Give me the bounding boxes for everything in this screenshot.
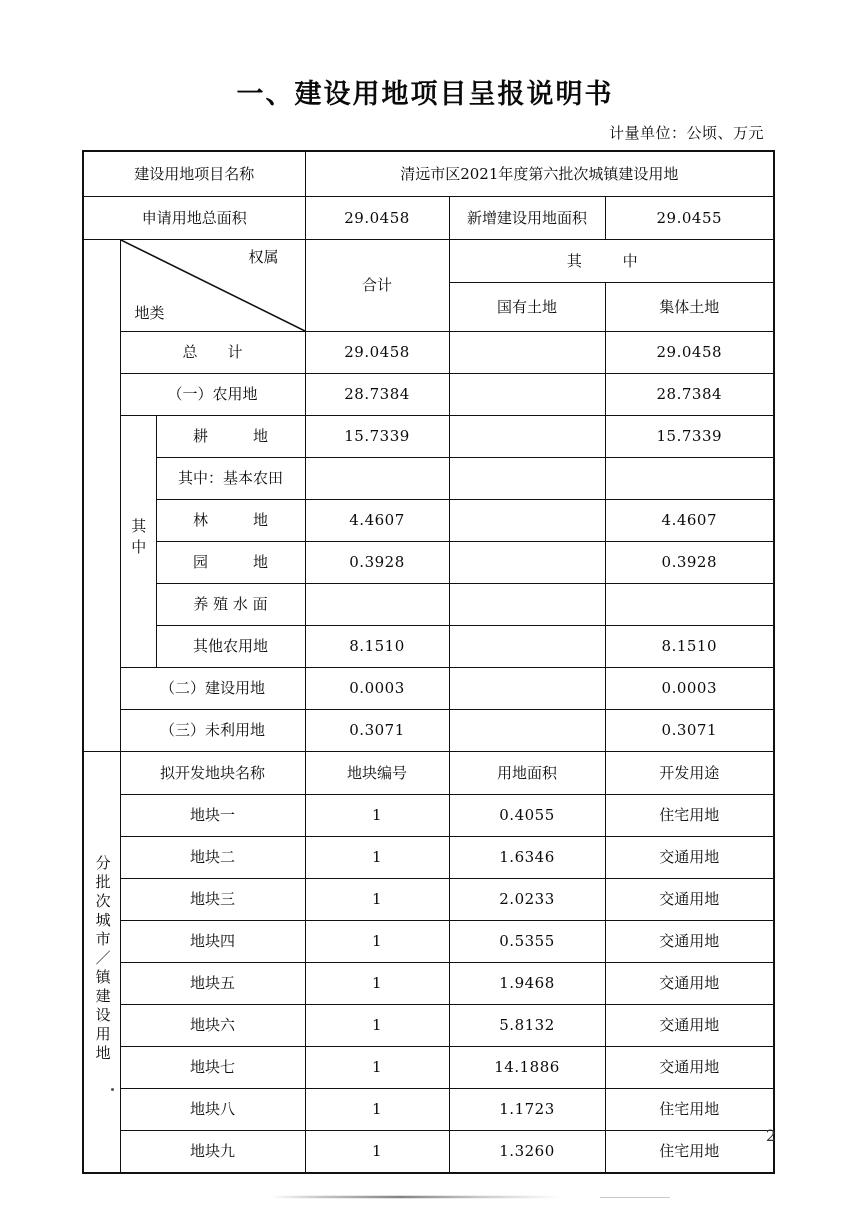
plot-column-header-3: 开发用途 xyxy=(605,752,774,795)
plot-section-vertical-label xyxy=(83,752,120,1174)
table-row-landtype xyxy=(83,458,774,500)
table-row-landtype xyxy=(83,584,774,626)
landtype-name-cell: 其中：基本农田 xyxy=(156,458,305,500)
plot-code-cell: 1 xyxy=(305,1089,449,1131)
among-vertical-label xyxy=(120,416,156,668)
plot-code-cell: 1 xyxy=(305,795,449,837)
main-table-container xyxy=(82,150,773,1174)
plot-code-cell: 1 xyxy=(305,1005,449,1047)
plot-area-cell: 5.8132 xyxy=(449,1005,605,1047)
table-row-areas xyxy=(83,197,774,240)
plot-code-cell: 1 xyxy=(305,1131,449,1174)
plot-area-cell: 0.5355 xyxy=(449,921,605,963)
landtype-name-cell: 林 地 xyxy=(156,500,305,542)
landtype-state-owned-cell xyxy=(449,542,605,584)
land-requisition-table xyxy=(82,150,775,1174)
landtype-collective-cell: 29.0458 xyxy=(605,332,774,374)
plot-area-cell: 1.1723 xyxy=(449,1089,605,1131)
scan-artifact-secondary xyxy=(600,1197,670,1198)
landtype-label: 地类 xyxy=(134,304,165,323)
landtype-name-cell: （一）农用地 xyxy=(120,374,305,416)
page-title: 一、建设用地项目呈报说明书 xyxy=(236,79,614,110)
landtype-state-owned-cell xyxy=(449,374,605,416)
plot-name-cell: 地块八 xyxy=(120,1089,305,1131)
landtype-state-owned-cell xyxy=(449,458,605,500)
landtype-collective-cell: 15.7339 xyxy=(605,416,774,458)
plot-use-cell: 住宅用地 xyxy=(605,1131,774,1174)
landtype-collective-cell xyxy=(605,458,774,500)
plot-name-cell: 地块六 xyxy=(120,1005,305,1047)
project-name-value: 清远市区2021年度第六批次城镇建设用地 xyxy=(305,151,774,197)
among-vertical-text: 其中 xyxy=(129,518,148,561)
new-construction-value: 29.0455 xyxy=(605,197,774,240)
landtype-collective-cell: 8.1510 xyxy=(605,626,774,668)
plot-use-cell: 交通用地 xyxy=(605,921,774,963)
landtype-collective-cell: 0.3928 xyxy=(605,542,774,584)
table-row-plot xyxy=(83,1089,774,1131)
plot-column-header-1: 地块编号 xyxy=(305,752,449,795)
ownership-landtype-diagonal-header xyxy=(120,240,305,332)
landtype-name-cell: （二）建设用地 xyxy=(120,668,305,710)
total-column-header: 合计 xyxy=(305,240,449,332)
table-row-plot xyxy=(83,1047,774,1089)
landtype-state-owned-cell xyxy=(449,584,605,626)
plot-use-cell: 交通用地 xyxy=(605,963,774,1005)
landtype-total-cell: 29.0458 xyxy=(305,332,449,374)
plot-section-vertical-text: 分批次城市／镇建设用地 xyxy=(93,855,112,1065)
plot-use-cell: 交通用地 xyxy=(605,879,774,921)
plot-name-cell: 地块三 xyxy=(120,879,305,921)
ownership-label: 权属 xyxy=(248,248,279,266)
table-row-landtype xyxy=(83,374,774,416)
table-row-plot xyxy=(83,921,774,963)
landtype-total-cell: 4.4607 xyxy=(305,500,449,542)
plot-use-cell: 交通用地 xyxy=(605,1005,774,1047)
plot-code-cell: 1 xyxy=(305,921,449,963)
plot-area-cell: 14.1886 xyxy=(449,1047,605,1089)
landtype-total-cell: 0.3071 xyxy=(305,710,449,752)
table-row-plot xyxy=(83,1131,774,1174)
table-row-plot xyxy=(83,963,774,1005)
plot-code-cell: 1 xyxy=(305,837,449,879)
landtype-collective-cell: 0.3071 xyxy=(605,710,774,752)
table-row-landtype xyxy=(83,542,774,584)
plot-area-cell: 1.3260 xyxy=(449,1131,605,1174)
table-row-plot xyxy=(83,795,774,837)
plot-name-cell: 地块五 xyxy=(120,963,305,1005)
plot-code-cell: 1 xyxy=(305,963,449,1005)
plot-code-cell: 1 xyxy=(305,1047,449,1089)
total-area-label: 申请用地总面积 xyxy=(83,197,305,240)
among-column-header: 其 中 xyxy=(449,240,774,283)
table-row-landtype xyxy=(83,626,774,668)
left-spacer-column xyxy=(83,240,120,752)
table-row-project-name xyxy=(83,151,774,197)
landtype-state-owned-cell xyxy=(449,626,605,668)
project-name-label: 建设用地项目名称 xyxy=(83,151,305,197)
table-row-header-top xyxy=(83,240,774,283)
landtype-name-cell: 其他农用地 xyxy=(156,626,305,668)
plot-area-cell: 1.6346 xyxy=(449,837,605,879)
landtype-name-cell: 园 地 xyxy=(156,542,305,584)
landtype-state-owned-cell xyxy=(449,668,605,710)
landtype-total-cell xyxy=(305,584,449,626)
landtype-name-cell: 总 计 xyxy=(120,332,305,374)
plot-code-cell: 1 xyxy=(305,879,449,921)
table-row-landtype xyxy=(83,710,774,752)
landtype-total-cell: 15.7339 xyxy=(305,416,449,458)
new-construction-label: 新增建设用地面积 xyxy=(449,197,605,240)
plot-area-cell: 0.4055 xyxy=(449,795,605,837)
plot-use-cell: 住宅用地 xyxy=(605,795,774,837)
plot-column-header-2: 用地面积 xyxy=(449,752,605,795)
state-owned-header: 国有土地 xyxy=(449,283,605,332)
landtype-name-cell: （三）未利用地 xyxy=(120,710,305,752)
landtype-collective-cell: 28.7384 xyxy=(605,374,774,416)
page-number: 2 xyxy=(765,1126,776,1145)
plot-use-cell: 交通用地 xyxy=(605,837,774,879)
landtype-state-owned-cell xyxy=(449,416,605,458)
landtype-total-cell xyxy=(305,458,449,500)
landtype-state-owned-cell xyxy=(449,710,605,752)
total-area-value: 29.0458 xyxy=(305,197,449,240)
landtype-name-cell: 耕 地 xyxy=(156,416,305,458)
table-row-plot xyxy=(83,879,774,921)
plot-name-cell: 地块一 xyxy=(120,795,305,837)
plot-area-cell: 1.9468 xyxy=(449,963,605,1005)
table-row-landtype xyxy=(83,668,774,710)
plot-use-cell: 住宅用地 xyxy=(605,1089,774,1131)
table-row-landtype xyxy=(83,416,774,458)
plot-name-cell: 地块九 xyxy=(120,1131,305,1174)
plot-use-cell: 交通用地 xyxy=(605,1047,774,1089)
landtype-total-cell: 0.0003 xyxy=(305,668,449,710)
plot-name-cell: 地块七 xyxy=(120,1047,305,1089)
plot-column-header-0: 拟开发地块名称 xyxy=(120,752,305,795)
plot-area-cell: 2.0233 xyxy=(449,879,605,921)
collective-header: 集体土地 xyxy=(605,283,774,332)
landtype-name-cell: 养 殖 水 面 xyxy=(156,584,305,626)
measurement-unit-note: 计量单位：公顷、万元 xyxy=(608,124,764,142)
landtype-collective-cell: 0.0003 xyxy=(605,668,774,710)
landtype-total-cell: 0.3928 xyxy=(305,542,449,584)
table-row-plot xyxy=(83,837,774,879)
landtype-state-owned-cell xyxy=(449,332,605,374)
scan-speck xyxy=(111,1088,114,1091)
landtype-collective-cell: 4.4607 xyxy=(605,500,774,542)
plot-name-cell: 地块四 xyxy=(120,921,305,963)
table-row-landtype xyxy=(83,332,774,374)
table-row-plot-header xyxy=(83,752,774,795)
landtype-total-cell: 8.1510 xyxy=(305,626,449,668)
landtype-state-owned-cell xyxy=(449,500,605,542)
scan-artifact xyxy=(270,1196,560,1198)
plot-name-cell: 地块二 xyxy=(120,837,305,879)
table-row-plot xyxy=(83,1005,774,1047)
table-row-landtype xyxy=(83,500,774,542)
landtype-total-cell: 28.7384 xyxy=(305,374,449,416)
landtype-collective-cell xyxy=(605,584,774,626)
